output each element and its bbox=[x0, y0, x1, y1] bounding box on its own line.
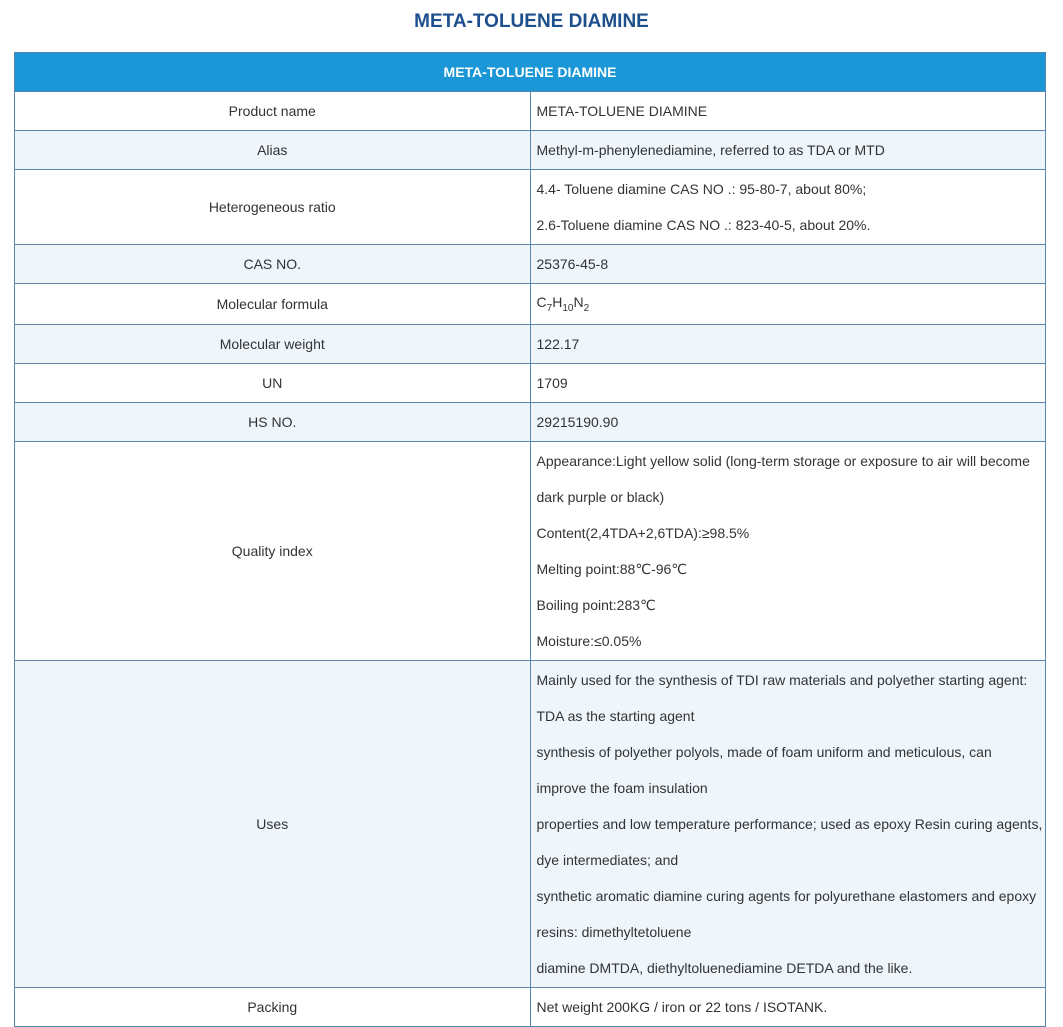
row-hs-no bbox=[15, 403, 1046, 442]
quality-line: Moisture:≤0.05% bbox=[536, 633, 642, 649]
molecular-weight-label: Molecular weight bbox=[15, 325, 531, 364]
row-product-name bbox=[15, 92, 1046, 131]
formula-subscript: 7 bbox=[546, 303, 553, 314]
cas-no-value: 25376-45-8 bbox=[530, 245, 1046, 284]
quality-line: Boiling point:283℃ bbox=[536, 597, 656, 613]
uses-line: diamine DMTDA, diethyltoluenediamine DETDA and the like. bbox=[536, 960, 913, 976]
packing-value: Net weight 200KG / iron or 22 tons / ISOTANK. bbox=[530, 988, 1046, 1027]
formula-element: C bbox=[536, 294, 547, 310]
table-header-row bbox=[15, 53, 1046, 92]
molecular-weight-value: 122.17 bbox=[530, 325, 1046, 364]
spec-table bbox=[14, 52, 1046, 1027]
product-name-value: META-TOLUENE DIAMINE bbox=[530, 92, 1046, 131]
quality-line: Appearance:Light yellow solid (long-term storage or exposure to air will become dark purple or black) bbox=[536, 453, 1030, 505]
formula-element: H bbox=[552, 294, 563, 310]
alias-label: Alias bbox=[15, 131, 531, 170]
row-uses bbox=[15, 661, 1046, 988]
row-alias bbox=[15, 131, 1046, 170]
molecular-formula-value bbox=[530, 284, 1046, 325]
row-quality-index bbox=[15, 442, 1046, 661]
row-molecular-weight bbox=[15, 325, 1046, 364]
page-title: META-TOLUENE DIAMINE bbox=[414, 11, 649, 32]
row-heterogeneous-ratio bbox=[15, 170, 1046, 245]
row-packing bbox=[15, 988, 1046, 1027]
uses-line: synthesis of polyether polyols, made of foam uniform and meticulous, can improve the foam insulation bbox=[536, 744, 992, 796]
ratio-line: 2.6-Toluene diamine CAS NO .: 823-40-5, about 20%. bbox=[536, 217, 871, 233]
quality-line: Melting point:88℃-96℃ bbox=[536, 561, 688, 577]
heterogeneous-ratio-label: Heterogeneous ratio bbox=[15, 170, 531, 245]
uses-line: synthetic aromatic diamine curing agents for polyurethane elastomers and epoxy resins: dimethyltetoluene bbox=[536, 888, 1037, 940]
formula-element: N bbox=[573, 294, 584, 310]
uses-value bbox=[530, 661, 1046, 988]
packing-label: Packing bbox=[15, 988, 531, 1027]
ratio-line: 4.4- Toluene diamine CAS NO .: 95-80-7, about 80%; bbox=[536, 181, 867, 197]
un-label: UN bbox=[15, 364, 531, 403]
row-cas-no bbox=[15, 245, 1046, 284]
row-molecular-formula bbox=[15, 284, 1046, 325]
row-un bbox=[15, 364, 1046, 403]
quality-line: Content(2,4TDA+2,6TDA):≥98.5% bbox=[536, 525, 750, 541]
hs-no-value: 29215190.90 bbox=[530, 403, 1046, 442]
hs-no-label: HS NO. bbox=[15, 403, 531, 442]
alias-value: Methyl-m-phenylenediamine, referred to as TDA or MTD bbox=[530, 131, 1046, 170]
uses-line: properties and low temperature performance; used as epoxy Resin curing agents, dye intermediates; and bbox=[536, 816, 1043, 868]
product-name-label: Product name bbox=[15, 92, 531, 131]
formula-subscript: 2 bbox=[583, 303, 590, 314]
uses-label: Uses bbox=[15, 661, 531, 988]
quality-index-label: Quality index bbox=[15, 442, 531, 661]
formula-subscript: 10 bbox=[562, 303, 574, 314]
un-value: 1709 bbox=[530, 364, 1046, 403]
cas-no-label: CAS NO. bbox=[15, 245, 531, 284]
table-header: META-TOLUENE DIAMINE bbox=[15, 53, 1046, 92]
heterogeneous-ratio-value bbox=[530, 170, 1046, 245]
quality-index-value bbox=[530, 442, 1046, 661]
molecular-formula-label: Molecular formula bbox=[15, 284, 531, 325]
uses-line: Mainly used for the synthesis of TDI raw materials and polyether starting agent: TDA as the starting agent bbox=[536, 672, 1028, 724]
